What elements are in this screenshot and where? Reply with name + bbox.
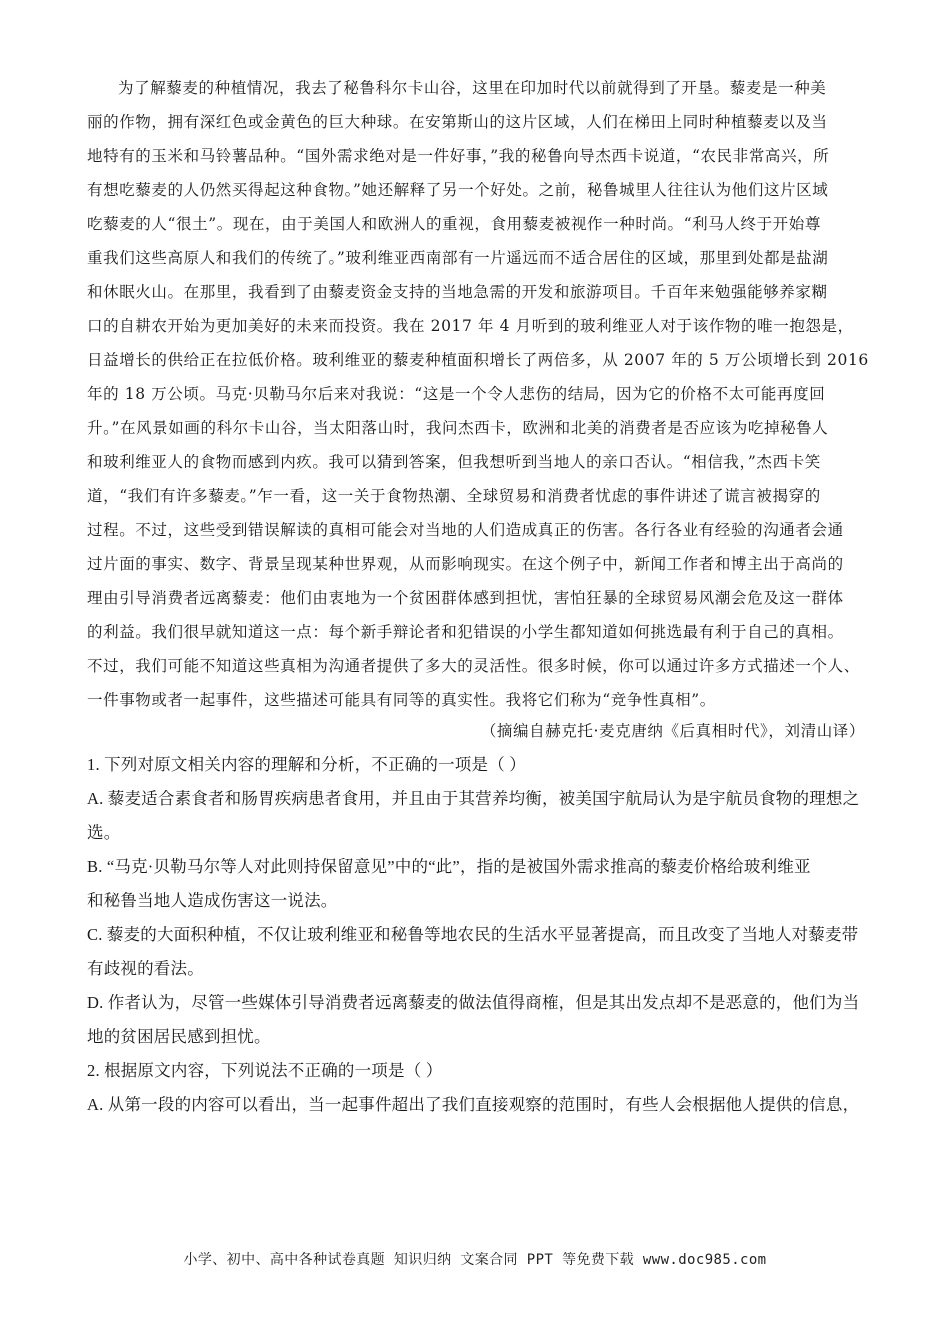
question-1-option-d-cont: 地的贫困居民感到担忧。 — [87, 1027, 271, 1046]
passage-line: 过程。不过，这些受到错误解读的真相可能会对当地的人们造成真正的伤害。各行各业有经验的沟通者会通 — [87, 521, 844, 539]
passage-line: 地特有的玉米和马铃薯品种。“国外需求绝对是一件好事，”我的秘鲁向导杰西卡说道，“农民非常高兴，所 — [87, 147, 830, 165]
question-1-option-c-cont: 有歧视的看法。 — [87, 959, 204, 978]
question-1-option-b-cont: 和秘鲁当地人造成伤害这一说法。 — [87, 891, 338, 910]
passage-line: 理由引导消费者远离藜麦：他们由衷地为一个贫困群体感到担忧，害怕狂暴的全球贸易风潮会危及这一群体 — [87, 589, 844, 607]
passage-line: 有想吃藜麦的人仍然买得起这种食物。”她还解释了另一个好处。之前，秘鲁城里人往往认为他们这片区域 — [87, 181, 829, 199]
question-1-option-d: D. 作者认为，尽管一些媒体引导消费者远离藜麦的做法值得商榷，但是其出发点却不是恶意的，他们为当 — [87, 993, 860, 1012]
passage-line: 为了解藜麦的种植情况，我去了秘鲁科尔卡山谷，这里在印加时代以前就得到了开垦。藜麦是一种美 — [118, 79, 827, 97]
passage-line: 不过，我们可能不知道这些真相为沟通者提供了多大的灵活性。很多时候，你可以通过许多方式描述一个人、 — [87, 657, 860, 675]
question-1-option-c: C. 藜麦的大面积种植，不仅让玻利维亚和秘鲁等地农民的生活水平显著提高，而且改变了当地人对藜麦带 — [87, 925, 859, 944]
page-footer: 小学、初中、高中各种试卷真题 知识归纳 文案合同 PPT 等免费下载 www.doc985.com — [183, 1252, 767, 1268]
passage-line: 和休眠火山。在那里，我看到了由藜麦资金支持的当地急需的开发和旅游项目。千百年来勉强能够养家糊 — [87, 283, 828, 301]
passage-line: 和玻利维亚人的食物而感到内疚。我可以猜到答案，但我想听到当地人的亲口否认。“相信我，”杰西卡笑 — [87, 453, 821, 471]
passage-line: 口的自耕农开始为更加美好的未来而投资。我在 2017 年 4 月听到的玻利维亚人对于该作物的唯一抱怨是， — [87, 317, 854, 335]
passage-line: 日益增长的供给正在拉低价格。玻利维亚的藜麦种植面积增长了两倍多，从 2007 年的 5 万公顷增长到 2016 — [87, 351, 869, 369]
question-2-option-a: A. 从第一段的内容可以看出，当一起事件超出了我们直接观察的范围时，有些人会根据他人提供的信息， — [87, 1095, 860, 1114]
passage-line: 年的 18 万公顷。马克·贝勒马尔后来对我说：“这是一个令人悲伤的结局，因为它的价格不太可能再度回 — [87, 385, 826, 403]
question-1-option-a: A. 藜麦适合素食者和肠胃疾病患者食用，并且由于其营养均衡，被美国宇航局认为是宇航员食物的理想之 — [87, 789, 860, 808]
passage-line: 丽的作物，拥有深红色或金黄色的巨大种球。在安第斯山的这片区域，人们在梯田上同时种植藜麦以及当 — [87, 113, 828, 131]
passage-line: 升。”在风景如画的科尔卡山谷，当太阳落山时，我问杰西卡，欧洲和北美的消费者是否应该为吃掉秘鲁人 — [87, 419, 829, 437]
passage-line: 过片面的事实、数字、背景呈现某种世界观，从而影响现实。在这个例子中，新闻工作者和博主出于高尚的 — [87, 555, 844, 573]
question-1-option-a-cont: 选。 — [87, 823, 121, 842]
question-1-stem: 1. 下列对原文相关内容的理解和分析，不正确的一项是（ ） — [87, 755, 526, 774]
passage-line: 吃藜麦的人“很土”。现在，由于美国人和欧洲人的重视，食用藜麦被视作一种时尚。“利马人终于开始尊 — [87, 215, 821, 233]
passage-line: 一件事物或者一起事件，这些描述可能具有同等的真实性。我将它们称为“竞争性真相”。 — [87, 691, 716, 709]
question-2-stem: 2. 根据原文内容，下列说法不正确的一项是（ ） — [87, 1061, 443, 1080]
passage-line: 道，“我们有许多藜麦。”乍一看，这一关于食物热潮、全球贸易和消费者忧虑的事件讲述了谎言被揭穿的 — [87, 487, 821, 505]
question-1-option-b: B. “马克·贝勒马尔等人对此则持保留意见”中的“此”，指的是被国外需求推高的藜麦价格给玻利维亚 — [87, 857, 811, 876]
passage-line: 重我们这些高原人和我们的传统了。”玻利维亚西南部有一片遥远而不适合居住的区域，那里到处都是盐湖 — [87, 249, 829, 267]
passage-line: 的利益。我们很早就知道这一点：每个新手辩论者和犯错误的小学生都知道如何挑选最有利于自己的真相。 — [87, 623, 844, 641]
passage-citation: （摘编自赫克托·麦克唐纳《后真相时代》，刘清山译） — [480, 722, 865, 740]
